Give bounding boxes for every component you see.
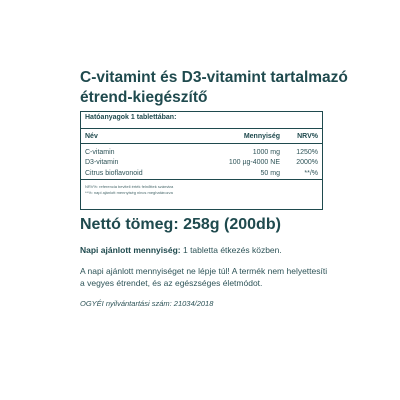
table-row	[81, 168, 322, 179]
row-amount: 1000 mg	[252, 148, 280, 156]
column-name: Név	[85, 132, 98, 140]
daily-dose-value: 1 tabletta étkezés közben.	[182, 245, 282, 255]
footnote: **%: napi ajánlott mennyiség nincs meghatározva	[85, 190, 173, 195]
row-name: D3-vitamin	[85, 159, 119, 167]
row-amount: 100 µg-4000 NE	[228, 159, 280, 167]
daily-dose-label: Napi ajánlott mennyiség:	[80, 245, 181, 255]
row-name: Citrus bioflavonoid	[85, 169, 143, 177]
footnote: NRV%: referencia beviteli érték felnőttek számára	[85, 184, 174, 189]
table-row	[81, 158, 322, 169]
row-nrv: **/%	[304, 169, 318, 177]
row-name: C-vitamin	[85, 148, 115, 156]
net-weight: Nettó tömeg: 258g (200db)	[80, 216, 281, 233]
table-footnotes	[81, 180, 322, 196]
table-header: Hatóanyagok 1 tablettában:	[81, 112, 322, 129]
row-nrv: 2000%	[296, 159, 318, 167]
column-nrv: NRV%	[297, 132, 318, 140]
row-amount: 50 mg	[260, 169, 280, 177]
nutrition-table	[80, 111, 323, 210]
warning-text: A napi ajánlott mennyiséget ne lépje túl! A termék nem helyettesíti a vegyes étrendet, és az egészséges életmódot.	[80, 266, 328, 288]
column-headers	[81, 129, 322, 144]
registration-number: OGYÉI nyilvántartási szám: 21034/2018	[80, 299, 214, 308]
table-row	[81, 147, 322, 158]
column-amount: Mennyiség	[243, 132, 280, 140]
daily-dose	[80, 245, 380, 255]
table-body	[81, 144, 322, 180]
row-nrv: 1250%	[296, 148, 318, 156]
product-title: C-vitamint és D3-vitamint tartalmazó étrend-kiegészítő	[80, 69, 348, 106]
